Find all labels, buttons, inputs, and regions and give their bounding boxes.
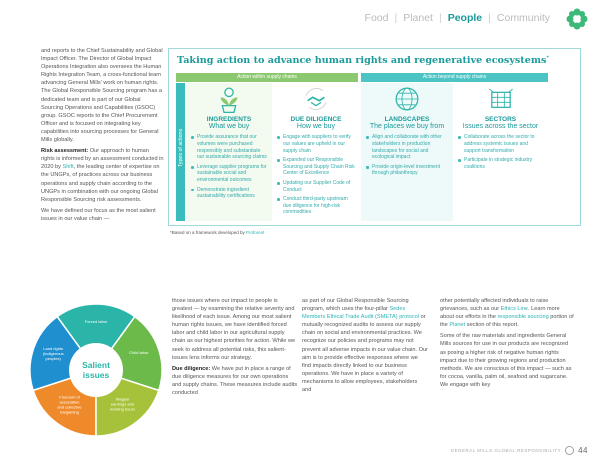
text-column-1 (172, 297, 298, 397)
pie-center-label-1: Salient (82, 360, 110, 370)
paragraph: Due diligence: We have put in place a range of due diligence measures for our own operations and supply chains. These measures include audits conducted (172, 365, 298, 397)
column-ingredients (186, 83, 272, 221)
nav-food[interactable]: Food (364, 12, 389, 24)
column-subtitle: Issues across the sector (462, 123, 539, 130)
paragraph: other potentially affected individuals to raise grievances, such as our Ethics Line. Learn more about our efforts in the responsible sourcing portion of the Planet section of this report. (440, 298, 574, 329)
bullet-item: Engage with suppliers to verify our values are upheld in our supply chain (276, 134, 356, 154)
globe-icon (392, 84, 422, 114)
paragraph: We have defined our focus as the most salient issues in our value chain — (41, 207, 156, 222)
handshake-icon (301, 84, 331, 114)
paragraph: and reports to the Chief Sustainability and Global Impact Officer. The Director of Global Impact Operations Integration also oversees the Human Rights Integration Team, a cross-functional team advancing General Mills' work on human rights. The Global Responsible Sourcing program has a dedicated team and is part of our Global Sourcing Operations and Capabilities (GSOC) group. GSOC reports to the Chief Procurement Officer and is focused on integrating key capabilities into sourcing processes for General Mills globally. (41, 48, 163, 144)
paragraph: Some of the raw materials and ingredients General Mills sources for use in our products are recognized as posing a higher risk of negative human rights impact due to their growing regions and production methods. We are conscious of this impact — such as for cocoa, vanilla, palm oil, seafood and sugarcane. We engage with key (440, 333, 572, 388)
page-number: 44 (578, 446, 588, 455)
bold-label: Risk assessment: (41, 148, 89, 155)
bullet-item: Participate in strategic industry coalitions (457, 157, 544, 171)
pie-center-label-2: issues (82, 370, 110, 380)
bullet-item: Conduct third-party upstream due diligence for high-risk commodities (276, 196, 356, 216)
column-title: SECTORS (484, 116, 517, 123)
sector-icon (486, 84, 516, 114)
nav-community[interactable]: Community (496, 12, 550, 24)
column-landscapes (361, 83, 453, 221)
intro-text (41, 47, 164, 226)
page-footer (451, 446, 588, 455)
bullet-item: Collaborate across the sector to address systemic issues and support transformation (457, 134, 544, 154)
column-title: LANDSCAPES (384, 116, 430, 123)
paragraph: as part of our Global Responsible Sourcing program, which uses the four-pillar Sedex Members Ethical Trade Audit (SMETA) protocol or mutually recognized audits to assess our supply chain on social and environmental practices. We recognize our policies and programs may not prevent all adverse impacts in our value chain. Our aim is to provide effective responses where we find impacts directly linked to our business operations. We have in place a variety of mechanisms to allow employees, stakeholders and (302, 298, 428, 394)
pie-segment-label: Land rights (Indigenous peoples) (42, 346, 64, 362)
section-nav: Food | Planet | People | Community (364, 12, 550, 24)
flower-logo-icon (566, 8, 588, 30)
bullet-item: Updating our Supplier Code of Conduct (276, 180, 356, 194)
types-of-actions-bar: Types of actions (176, 83, 185, 221)
pie-segment-label: Freedom of association and collective bargaining (57, 394, 82, 415)
band-beyond-supply-chains: Action beyond supply chains (361, 73, 548, 82)
text: , the leading center of expertise on the UNGPs, of practices across our business operations and supply chain according to the UNGPs in combination with our ongoing Global Responsible Sourcing risk assessments. (41, 164, 160, 203)
column-subtitle: How we buy (296, 123, 336, 130)
bullet-item: Expanded our Responsible Sourcing and Supply Chain Risk Center of Excellence (276, 157, 356, 177)
column-subtitle: What we buy (208, 123, 250, 130)
proforest-link[interactable]: Proforest (246, 230, 265, 235)
bullet-item: Leverage supplier programs for sustainable social and environmental outcomes (190, 164, 268, 184)
action-framework-panel (168, 48, 581, 226)
paragraph (41, 147, 164, 204)
column-sectors (453, 83, 548, 221)
footer-logo-icon (565, 446, 574, 455)
text-column-2 (302, 297, 428, 394)
plant-icon (214, 84, 244, 114)
column-title: DUE DILIGENCE (290, 116, 342, 123)
pie-segment-label: Child labor (129, 350, 149, 356)
text-column-3 (440, 297, 575, 389)
pie-segment-label: Wages/ earnings and working hours (110, 396, 135, 412)
salient-issues-wheel (28, 300, 164, 440)
band-within-supply-chains: Action within supply chains (176, 73, 358, 82)
column-subtitle: The places we buy from (369, 123, 445, 130)
bullet-item: Align and collaborate with other stakeholders in production landscapes for social and ecological impact (365, 134, 449, 161)
column-title: INGREDIENTS (206, 116, 252, 123)
footer-text: GENERAL MILLS GLOBAL RESPONSIBILITY (450, 448, 562, 453)
bullet-item: Provide assurance that our volumes were purchased responsibly and substantiate our sustainable sourcing claims (190, 134, 268, 161)
shift-link[interactable]: Shift (62, 164, 74, 171)
pie-segment-label: Forced labor (84, 319, 108, 324)
text: Our approach to human rights is informed by an assessment conducted in 2020 by (41, 148, 164, 171)
panel-title: Taking action to advance human rights and regenerative ecosystems* (177, 55, 550, 67)
ethics-line-link[interactable]: Ethics Line (500, 306, 529, 313)
smeta-link[interactable]: Sedex Members Ethical Trade Audit (SMETA) protocol (302, 306, 420, 321)
bullet-item: Demonstrate ingredient sustainability certifications (190, 187, 268, 201)
footnote: *Based on a framework developed by Proforest (170, 230, 265, 235)
bullet-item: Provide origin-level investment through philanthropy (365, 164, 449, 178)
nav-people[interactable]: People (447, 12, 483, 24)
nav-planet[interactable]: Planet (403, 12, 433, 24)
column-due-diligence (272, 83, 360, 221)
responsible-sourcing-link[interactable]: responsible sourcing (497, 314, 549, 321)
planet-link[interactable]: Planet (449, 322, 466, 329)
paragraph: those issues where our impact to people is greatest — by examining the relative severity and likelihood of each issue. Among our most salient human rights issues, we have identified forced labor and child labor in our agricultural supply chain as our highest priorities for action. While we seek to address all potential risks, this salient-issues lens informs our strategy. (172, 298, 296, 361)
